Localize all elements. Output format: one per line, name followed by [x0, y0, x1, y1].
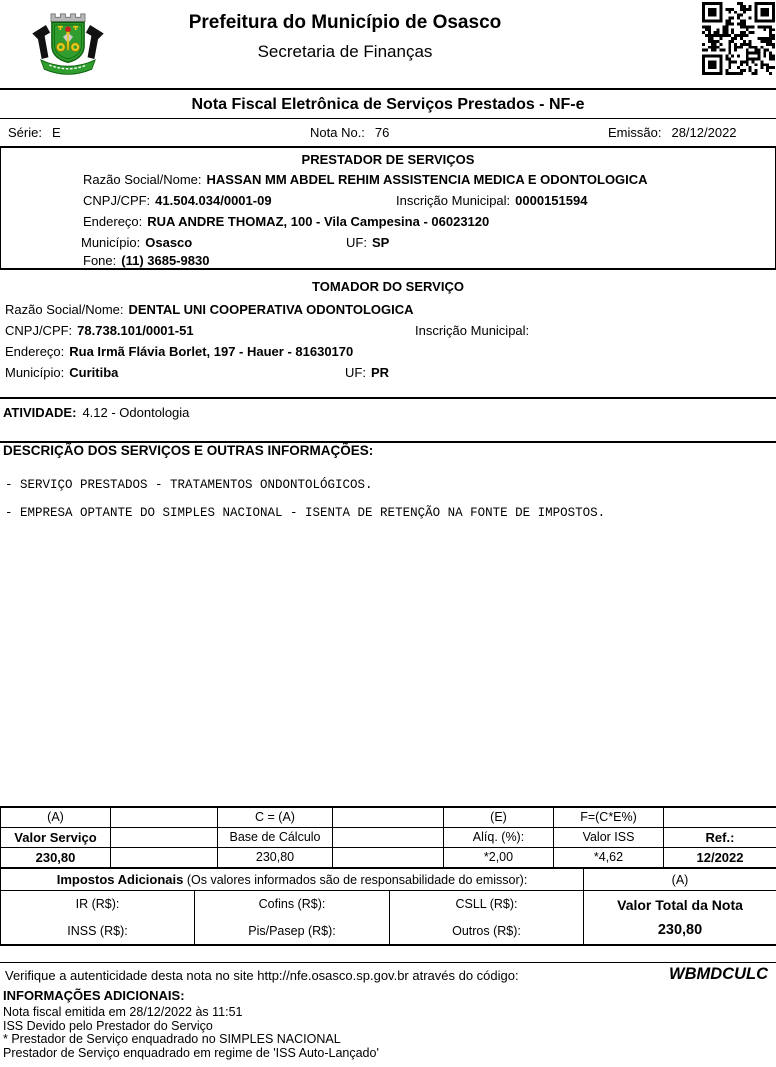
cnpj-label: CNPJ/CPF: — [5, 323, 73, 338]
value-cell: *2,00 — [444, 847, 554, 867]
info-adicionais-lines — [3, 1006, 379, 1060]
tax-cell: IR (R$): — [1, 891, 195, 918]
valores-table — [0, 806, 776, 868]
endereco-label: Endereço: — [83, 214, 143, 229]
total-value: 230,80 — [657, 921, 703, 938]
code-cell — [111, 807, 218, 827]
prestador-uf-field — [346, 235, 389, 250]
impostos-table — [0, 868, 776, 946]
emissao-label: Emissão: — [608, 125, 662, 140]
divider — [0, 962, 776, 963]
prestador-razao-line — [83, 172, 648, 187]
impostos-header-row — [1, 869, 776, 891]
nota-number-label: Nota No.: — [310, 125, 365, 140]
atividade-label: ATIVIDADE: — [3, 405, 77, 420]
atividade-section — [0, 399, 776, 427]
label-cell: Alíq. (%): — [444, 827, 554, 847]
razao-value: HASSAN MM ABDEL REHIM ASSISTENCIA MEDICA E ODONTOLOGICA — [206, 172, 648, 187]
value-cell: 12/2022 — [664, 847, 776, 867]
department-subtitle: Secretaria de Finanças — [257, 42, 433, 61]
info-line: Nota fiscal emitida em 28/12/2022 às 11:51 — [3, 1005, 243, 1019]
tax-cell: Cofins (R$): — [195, 891, 390, 918]
qr-code-icon — [702, 2, 775, 75]
code-cell: (E) — [444, 807, 554, 827]
info-line: Prestador de Serviço enquadrado em regime de 'ISS Auto-Lançado' — [3, 1045, 379, 1060]
emissao-field — [608, 120, 737, 146]
value-cell: 230,80 — [1, 847, 111, 867]
code-cell — [664, 807, 776, 827]
uf-label: UF: — [346, 235, 367, 250]
invoice-meta-row — [0, 120, 776, 146]
label-cell — [111, 827, 218, 847]
razao-label: Razão Social/Nome: — [5, 302, 124, 317]
serie-field — [8, 120, 61, 146]
municipio-label: Município: — [81, 235, 141, 250]
verification-row — [0, 964, 776, 990]
endereco-value: RUA ANDRE THOMAZ, 100 - Vila Campesina - 06023120 — [147, 214, 490, 229]
tomador-uf-field — [345, 365, 389, 380]
tax-cell: INSS (R$): — [1, 918, 195, 945]
valores-value-row — [1, 847, 776, 867]
value-cell — [111, 847, 218, 867]
verification-text: Verifique a autenticidade desta nota no site http://nfe.osasco.sp.gov.br através do código: — [5, 968, 519, 983]
verification-code: WBMDCULC — [669, 965, 768, 983]
prestador-municipio-line — [81, 235, 771, 250]
label-cell: Valor ISS — [554, 827, 664, 847]
total-cell — [584, 891, 776, 945]
nota-number-value: 76 — [374, 125, 390, 140]
label-cell — [333, 827, 444, 847]
value-cell — [333, 847, 444, 867]
info-adicionais-title: INFORMAÇÕES ADICIONAIS: — [3, 988, 185, 1003]
total-label: Valor Total da Nota — [617, 896, 743, 913]
label-cell: Ref.: — [664, 827, 776, 847]
label-cell: Base de Cálculo — [218, 827, 333, 847]
code-cell: C = (A) — [218, 807, 333, 827]
tax-cell: CSLL (R$): — [390, 891, 584, 918]
fone-value: (11) 3685-9830 — [121, 253, 210, 268]
prestador-endereco-line — [83, 214, 489, 229]
impostos-header-cell — [1, 869, 584, 891]
document-header — [0, 0, 776, 88]
inscricao-municipal-label: Inscrição Municipal: — [396, 193, 511, 208]
tomador-municipio-line — [5, 365, 771, 380]
cnpj-value: 78.738.101/0001-51 — [77, 323, 194, 338]
tomador-razao-line — [5, 302, 414, 317]
prestador-section — [0, 148, 776, 270]
prestador-im-field — [396, 193, 587, 208]
impostos-row-1 — [1, 891, 776, 918]
impostos-header-bold: Impostos Adicionais — [56, 872, 184, 887]
tomador-section-title: TOMADOR DO SERVIÇO — [312, 279, 464, 294]
value-cell: *4,62 — [554, 847, 664, 867]
inscricao-municipal-label: Inscrição Municipal: — [415, 323, 530, 338]
cnpj-label: CNPJ/CPF: — [83, 193, 151, 208]
code-cell: (A) — [1, 807, 111, 827]
divider — [0, 88, 776, 90]
code-cell — [333, 807, 444, 827]
descricao-title: DESCRIÇÃO DOS SERVIÇOS E OUTRAS INFORMAÇÕES: — [3, 443, 374, 458]
serie-value: E — [51, 125, 61, 140]
descricao-line: - EMPRESA OPTANTE DO SIMPLES NACIONAL - ISENTA DE RETENÇÃO NA FONTE DE IMPOSTOS. — [5, 506, 606, 520]
endereco-label: Endereço: — [5, 344, 65, 359]
uf-value: SP — [371, 235, 390, 250]
emissao-value: 28/12/2022 — [671, 125, 737, 140]
prestador-cnpj-line — [83, 193, 773, 208]
nota-number-field — [310, 120, 389, 146]
valores-label-row — [1, 827, 776, 847]
header-text — [110, 10, 580, 64]
col-a-cell: (A) — [584, 869, 776, 891]
prestador-fone-line — [83, 253, 209, 268]
fone-label: Fone: — [83, 253, 117, 268]
municipio-value: Curitiba — [69, 365, 119, 380]
uf-label: UF: — [345, 365, 366, 380]
value-cell: 230,80 — [218, 847, 333, 867]
uf-value: PR — [370, 365, 390, 380]
code-cell: F=(C*E%) — [554, 807, 664, 827]
atividade-value: 4.12 - Odontologia — [82, 405, 190, 420]
impostos-header-rest: (Os valores informados são de responsabilidade do emissor): — [183, 873, 528, 887]
valores-code-row — [1, 807, 776, 827]
info-line: ISS Devido pelo Prestador do Serviço — [3, 1018, 213, 1033]
osasco-coat-of-arms-logo — [25, 8, 111, 76]
divider — [0, 118, 776, 119]
descricao-line: - SERVIÇO PRESTADOS - TRATAMENTOS ONDONTOLÓGICOS. — [5, 478, 373, 492]
tax-cell: Pis/Pasep (R$): — [195, 918, 390, 945]
tomador-endereco-line — [5, 344, 353, 359]
tax-cell: Outros (R$): — [390, 918, 584, 945]
endereco-value: Rua Irmã Flávia Borlet, 197 - Hauer - 81630170 — [69, 344, 354, 359]
prestador-section-title: PRESTADOR DE SERVIÇOS — [301, 152, 475, 167]
razao-value: DENTAL UNI COOPERATIVA ODONTOLOGICA — [128, 302, 414, 317]
municipio-value: Osasco — [145, 235, 193, 250]
inscricao-municipal-value: 0000151594 — [515, 193, 588, 208]
label-cell: Valor Serviço — [1, 827, 111, 847]
municipio-label: Município: — [5, 365, 65, 380]
document-title: Nota Fiscal Eletrônica de Serviços Prestados - NF-e — [191, 96, 585, 113]
tomador-section — [0, 270, 776, 397]
cnpj-value: 41.504.034/0001-09 — [155, 193, 272, 208]
tomador-cnpj-line — [5, 323, 771, 338]
tomador-im-field — [415, 323, 534, 338]
info-line: * Prestador de Serviço enquadrado no SIMPLES NACIONAL — [3, 1032, 341, 1046]
razao-label: Razão Social/Nome: — [83, 172, 202, 187]
serie-label: Série: — [8, 125, 42, 140]
city-hall-title: Prefeitura do Município de Osasco — [188, 12, 502, 33]
